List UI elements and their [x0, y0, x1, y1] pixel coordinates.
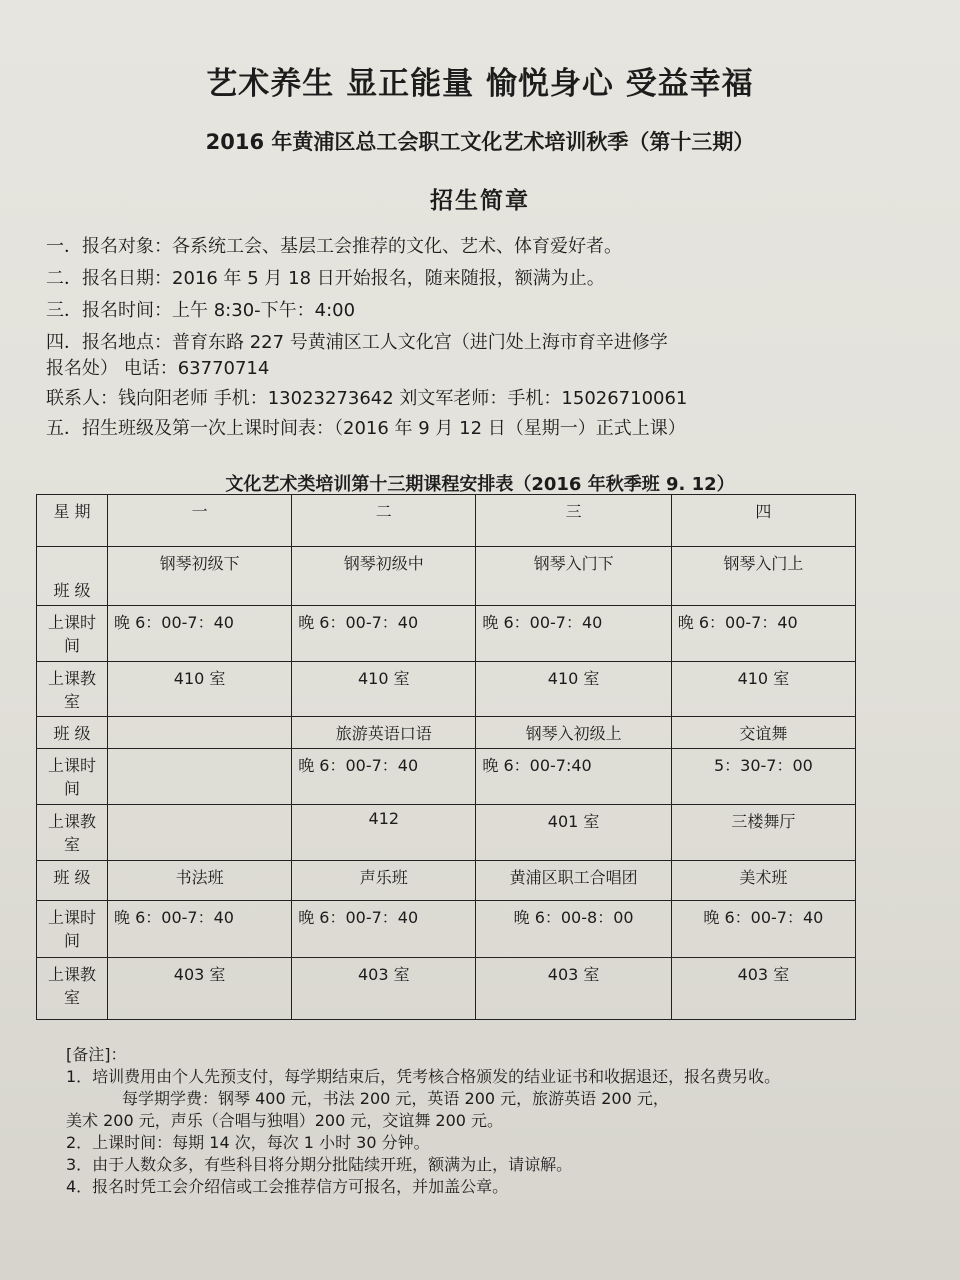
table-row: [37, 717, 856, 749]
notes-heading: [备注]：: [66, 1045, 127, 1064]
schedule-table: [36, 494, 856, 1020]
table-row: [37, 495, 856, 547]
class-name-cell: 交谊舞: [671, 717, 855, 749]
table-row: [37, 749, 856, 804]
intro-line-phone: 报名处） 电话：63770714: [46, 358, 270, 379]
class-time-cell: 晚 6：00-7:40: [476, 749, 671, 804]
class-time-cell: 晚 6：00-7：40: [108, 901, 292, 957]
row-label-room: 上课教室: [37, 957, 108, 1019]
class-name-cell: 声乐班: [292, 861, 476, 901]
class-time-cell: 晚 6：00-7：40: [108, 605, 292, 661]
class-room-cell: 403 室: [671, 957, 855, 1019]
document-title: 招生简章: [430, 188, 530, 214]
note-item: 每学期学费：钢琴 400 元，书法 200 元，英语 200 元，旅游英语 200 元，: [122, 1089, 669, 1108]
class-room-cell: 401 室: [476, 804, 671, 860]
class-time-cell: 晚 6：00-7：40: [476, 605, 671, 661]
class-room-cell: 410 室: [292, 661, 476, 716]
class-name-cell: [108, 717, 292, 749]
class-room-cell: 403 室: [292, 957, 476, 1019]
table-row: [37, 957, 856, 1019]
class-room-cell: 412: [292, 804, 476, 860]
intro-line-contacts: 联系人：钱向阳老师 手机：13023273642 刘文军老师：手机：15026710061: [46, 388, 688, 409]
day-header: 二: [292, 495, 476, 547]
class-room-cell: [108, 804, 292, 860]
class-time-cell: 晚 6：00-8：00: [476, 901, 671, 957]
class-room-cell: 403 室: [476, 957, 671, 1019]
class-time-cell: 晚 6：00-7：40: [292, 749, 476, 804]
day-header: 三: [476, 495, 671, 547]
class-time-cell: 晚 6：00-7：40: [671, 901, 855, 957]
class-time-cell: [108, 749, 292, 804]
row-label-room: 上课教室: [37, 661, 108, 716]
corner-weekday-label: 星 期: [37, 495, 108, 547]
row-label-time: 上课时间: [37, 749, 108, 804]
slogan-heading: 艺术养生 显正能量 愉悦身心 受益幸福: [206, 66, 754, 102]
class-time-cell: 晚 6：00-7：40: [671, 605, 855, 661]
note-item: 2．上课时间：每期 14 次，每次 1 小时 30 分钟。: [66, 1133, 430, 1152]
row-label-class: 班 级: [37, 547, 108, 605]
notes-section: [66, 1044, 826, 1198]
class-name-cell: 黄浦区职工合唱团: [476, 861, 671, 901]
class-time-cell: 晚 6：00-7：40: [292, 605, 476, 661]
class-name-cell: 书法班: [108, 861, 292, 901]
day-header: 四: [671, 495, 855, 547]
intro-line-schedule: 五．招生班级及第一次上课时间表：（2016 年 9 月 12 日（星期一）正式上课）: [46, 418, 686, 439]
class-room-cell: 403 室: [108, 957, 292, 1019]
class-room-cell: 三楼舞厅: [671, 804, 855, 860]
row-label-time: 上课时间: [37, 605, 108, 661]
class-room-cell: 410 室: [671, 661, 855, 716]
intro-line-location: 四．报名地点：普育东路 227 号黄浦区工人文化宫（进门处上海市育辛进修学: [46, 332, 668, 353]
note-item: 4．报名时凭工会介绍信或工会推荐信方可报名，并加盖公章。: [66, 1177, 509, 1196]
class-name-cell: 钢琴初级下: [108, 547, 292, 605]
table-row: [37, 861, 856, 901]
day-header: 一: [108, 495, 292, 547]
table-row: [37, 901, 856, 957]
table-row: [37, 605, 856, 661]
intro-line-hours: 三．报名时间：上午 8:30-下午：4:00: [46, 300, 356, 321]
program-subtitle: 2016 年黄浦区总工会职工文化艺术培训秋季（第十三期）: [205, 130, 755, 154]
row-label-time: 上课时间: [37, 901, 108, 957]
intro-line-date: 二．报名日期：2016 年 5 月 18 日开始报名，随来随报，额满为止。: [46, 268, 605, 289]
class-name-cell: 旅游英语口语: [292, 717, 476, 749]
class-name-cell: 钢琴入初级上: [476, 717, 671, 749]
class-name-cell: 美术班: [671, 861, 855, 901]
schedule-table-title: 文化艺术类培训第十三期课程安排表（2016 年秋季班 9. 12）: [225, 474, 735, 495]
class-name-cell: 钢琴入门上: [671, 547, 855, 605]
class-room-cell: 410 室: [476, 661, 671, 716]
table-row: [37, 804, 856, 860]
row-label-class: 班 级: [37, 861, 108, 901]
note-item: 美术 200 元，声乐（合唱与独唱）200 元，交谊舞 200 元。: [66, 1111, 504, 1130]
class-time-cell: 晚 6：00-7：40: [292, 901, 476, 957]
class-name-cell: 钢琴入门下: [476, 547, 671, 605]
note-item: 1．培训费用由个人先预支付，每学期结束后，凭考核合格颁发的结业证书和收据退还，报名费另收。: [66, 1067, 781, 1086]
class-time-cell: 5：30-7：00: [671, 749, 855, 804]
table-row: [37, 661, 856, 716]
row-label-room: 上课教室: [37, 804, 108, 860]
class-name-cell: 钢琴初级中: [292, 547, 476, 605]
class-room-cell: 410 室: [108, 661, 292, 716]
intro-line-target: 一．报名对象：各系统工会、基层工会推荐的文化、艺术、体育爱好者。: [46, 236, 622, 257]
table-row: [37, 547, 856, 605]
note-item: 3．由于人数众多，有些科目将分期分批陆续开班，额满为止，请谅解。: [66, 1155, 573, 1174]
row-label-class: 班 级: [37, 717, 108, 749]
